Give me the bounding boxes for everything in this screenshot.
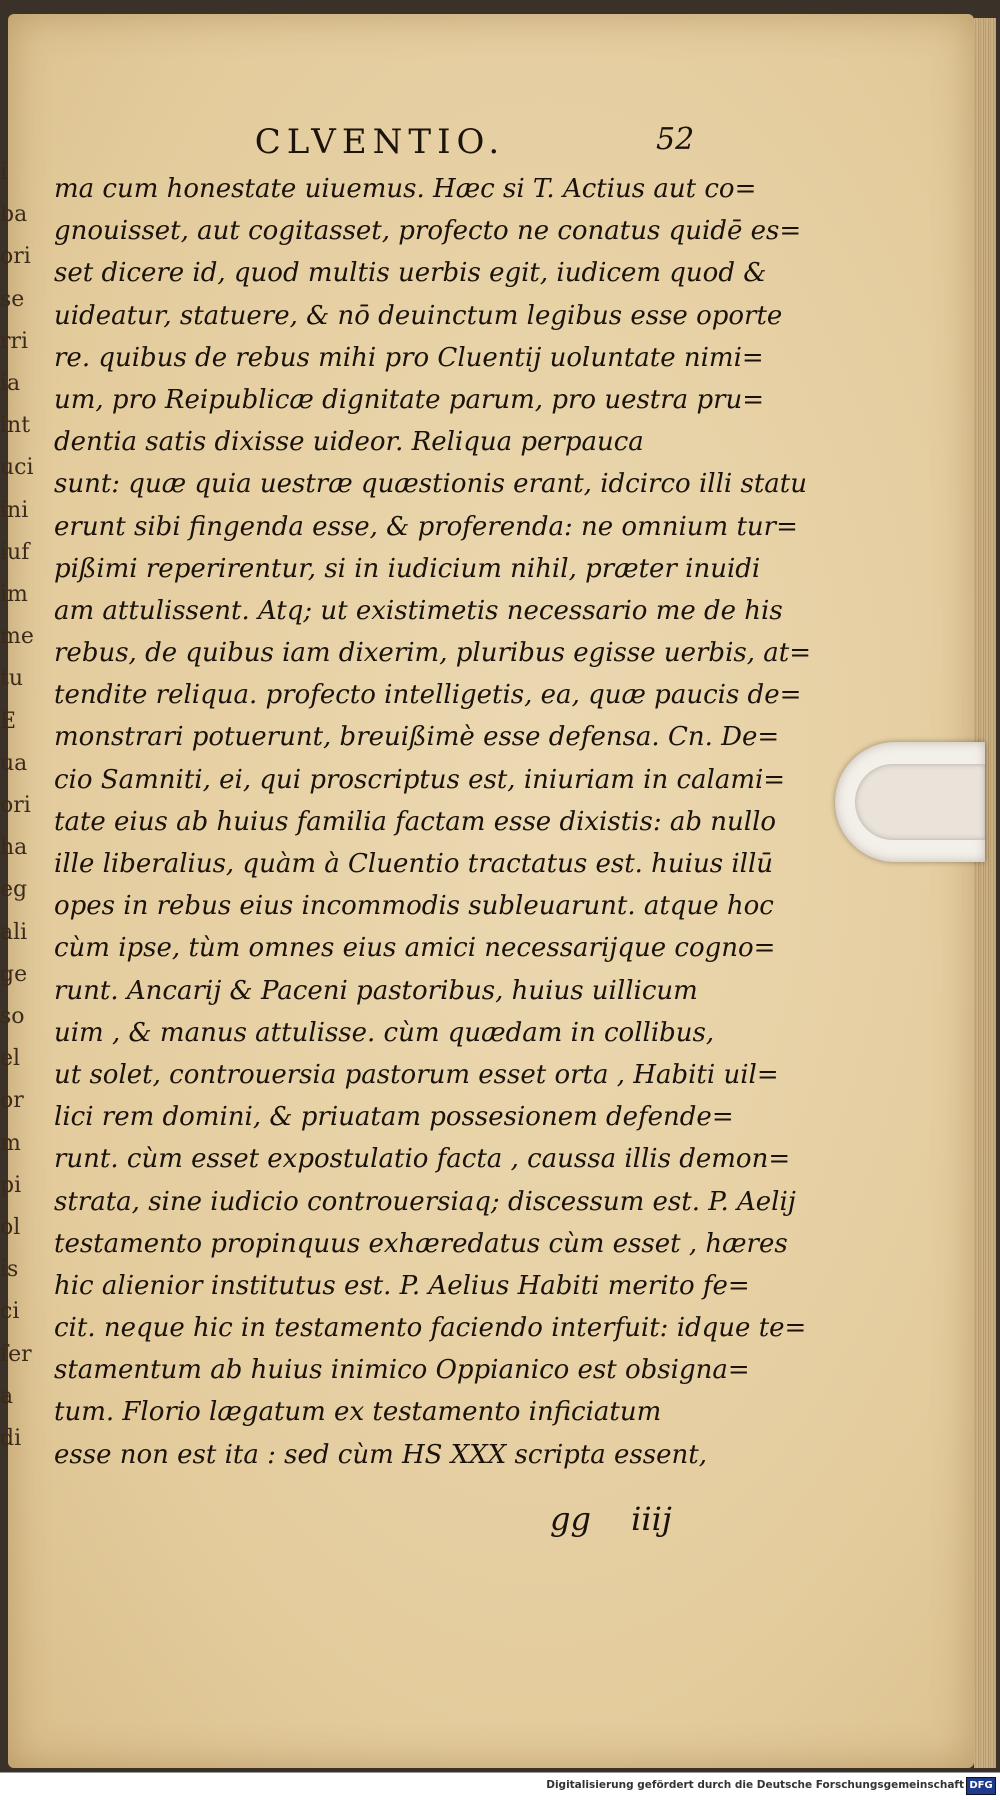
facing-page-margin	[0, 160, 34, 1490]
text-line: dentia satis dixisse uideor. Reliqua perpauca	[54, 427, 644, 458]
text-line: cùm ipse, tùm omnes eius amici necessarijque cogno=	[54, 933, 776, 964]
text-line: runt. cùm esset expostulatio facta , caussa illis demon=	[54, 1144, 791, 1175]
margin-fragment: ia	[0, 371, 21, 396]
text-line: cio Samniti, ei, qui proscriptus est, iniuriam in calami=	[54, 764, 786, 795]
text-line: gnouisset, aut cogitasset, profecto ne conatus quidē es=	[54, 216, 802, 247]
margin-fragment: ha	[0, 835, 28, 861]
text-line: pißimi reperirentur, si in iudicium nihil, præter inuidi	[54, 553, 761, 584]
margin-fragment: se	[0, 286, 25, 312]
text-line: ma cum honestate uiuemus. Hæc si T. Actius aut co=	[54, 174, 757, 204]
text-line: lici rem domini, & priuatam possesionem defende=	[54, 1102, 734, 1133]
footer-bar	[0, 1772, 1000, 1800]
margin-fragment: tu	[0, 666, 24, 692]
page-clip-inner	[855, 764, 985, 840]
margin-fragment: ge	[0, 961, 28, 987]
text-line: hic alienior institutus est. P. Aelius Habiti merito fe=	[54, 1270, 750, 1301]
page-number: 52	[656, 122, 695, 157]
margin-fragment: di	[0, 1426, 22, 1451]
dfg-logo: DFG	[966, 1777, 996, 1795]
text-line: tendite reliqua. profecto intelligetis, ea, quæ paucis de=	[54, 680, 802, 711]
text-line: am attulissent. Atq; ut existimetis necessario me de his	[54, 595, 783, 626]
text-line: ut solet, controuersia pastorum esset orta , Habiti uil=	[54, 1059, 779, 1090]
text-line: testamento propinquus exhæredatus cùm esset , hæres	[54, 1228, 788, 1259]
margin-fragment: ol	[0, 1215, 21, 1240]
text-line: cit. neque hic in testamento faciendo interfuit: idque te=	[54, 1313, 807, 1344]
text-line: uideatur, statuere, & nō deuinctum legibus esse oporte	[54, 300, 783, 331]
text-line: runt. Ancarij & Paceni pastoribus, huius uillicum	[54, 975, 698, 1006]
margin-fragment: uci	[0, 455, 34, 481]
text-line: tate eius ab huius familia factam esse dixistis: ab nullo	[54, 806, 777, 837]
text-line: uim , & manus attulisse. cùm quædam in collibus,	[54, 1017, 715, 1048]
margin-fragment: rri	[0, 328, 29, 354]
footer-credit: Digitalisierung gefördert durch die Deutsche Forschungsgemeinschaft	[546, 1779, 964, 1791]
text-line: ille liberalius, quàm à Cluentio tractatus est. huius illū	[54, 849, 774, 879]
margin-fragment: is	[0, 1257, 19, 1283]
page-header	[0, 122, 1000, 170]
text-line: esse non est ita : sed cùm HS XXX scripta essent,	[54, 1439, 707, 1470]
margin-fragment: ci	[0, 1299, 20, 1325]
margin-fragment: so	[0, 1004, 25, 1029]
text-line: sunt: quæ quia uestræ quæstionis erant, idcirco illi statu	[54, 469, 807, 500]
margin-fragment: int	[0, 413, 31, 439]
margin-fragment: m	[0, 1130, 21, 1156]
margin-fragment: a	[0, 1383, 14, 1409]
signature-mark: gg iiij	[550, 1500, 672, 1538]
text-block	[54, 168, 811, 1476]
text-line: monstrari potuerunt, breuißimè esse defensa. Cn. De=	[54, 722, 780, 753]
margin-fragment: ori	[0, 793, 31, 818]
margin-fragment: ini	[0, 497, 29, 523]
margin-fragment: E	[0, 708, 17, 734]
margin-fragment: ali	[0, 919, 28, 945]
margin-fragment: im	[0, 582, 28, 607]
margin-fragment: ori	[0, 244, 31, 270]
margin-fragment: ua	[0, 750, 28, 776]
text-line: re. quibus de rebus mihi pro Cluentij uoluntate nimi=	[54, 342, 764, 373]
margin-fragment: eg	[0, 877, 28, 903]
margin-fragment: iuf	[0, 539, 30, 565]
margin-fragment: or	[0, 1088, 24, 1114]
margin-fragment: ba	[0, 202, 28, 228]
page-clip	[835, 742, 985, 862]
margin-fragment: el	[0, 1046, 21, 1072]
margin-fragment: pi	[0, 1172, 22, 1198]
text-line: rebus, de quibus iam dixerim, pluribus egisse uerbis, at=	[54, 638, 811, 669]
running-head: CLVENTIO.	[254, 122, 506, 162]
margin-fragment: fer	[0, 1341, 32, 1367]
margin-fragment: me	[0, 624, 34, 650]
text-line: stamentum ab huius inimico Oppianico est obsigna=	[54, 1355, 750, 1386]
margin-fragment: i	[0, 160, 8, 185]
text-line: opes in rebus eius incommodis subleuarunt. atque hoc	[54, 891, 774, 922]
text-line: set dicere id, quod multis uerbis egit, iudicem quod &	[54, 258, 767, 289]
page-edges	[974, 18, 996, 1768]
text-line: um, pro Reipublicæ dignitate parum, pro uestra pru=	[54, 384, 765, 415]
text-line: tum. Florio lægatum ex testamento inficiatum	[54, 1397, 662, 1428]
text-line: erunt sibi fingenda esse, & proferenda: ne omnium tur=	[54, 511, 798, 542]
text-line: strata, sine iudicio controuersiaq; discessum est. P. Aelij	[54, 1186, 796, 1217]
